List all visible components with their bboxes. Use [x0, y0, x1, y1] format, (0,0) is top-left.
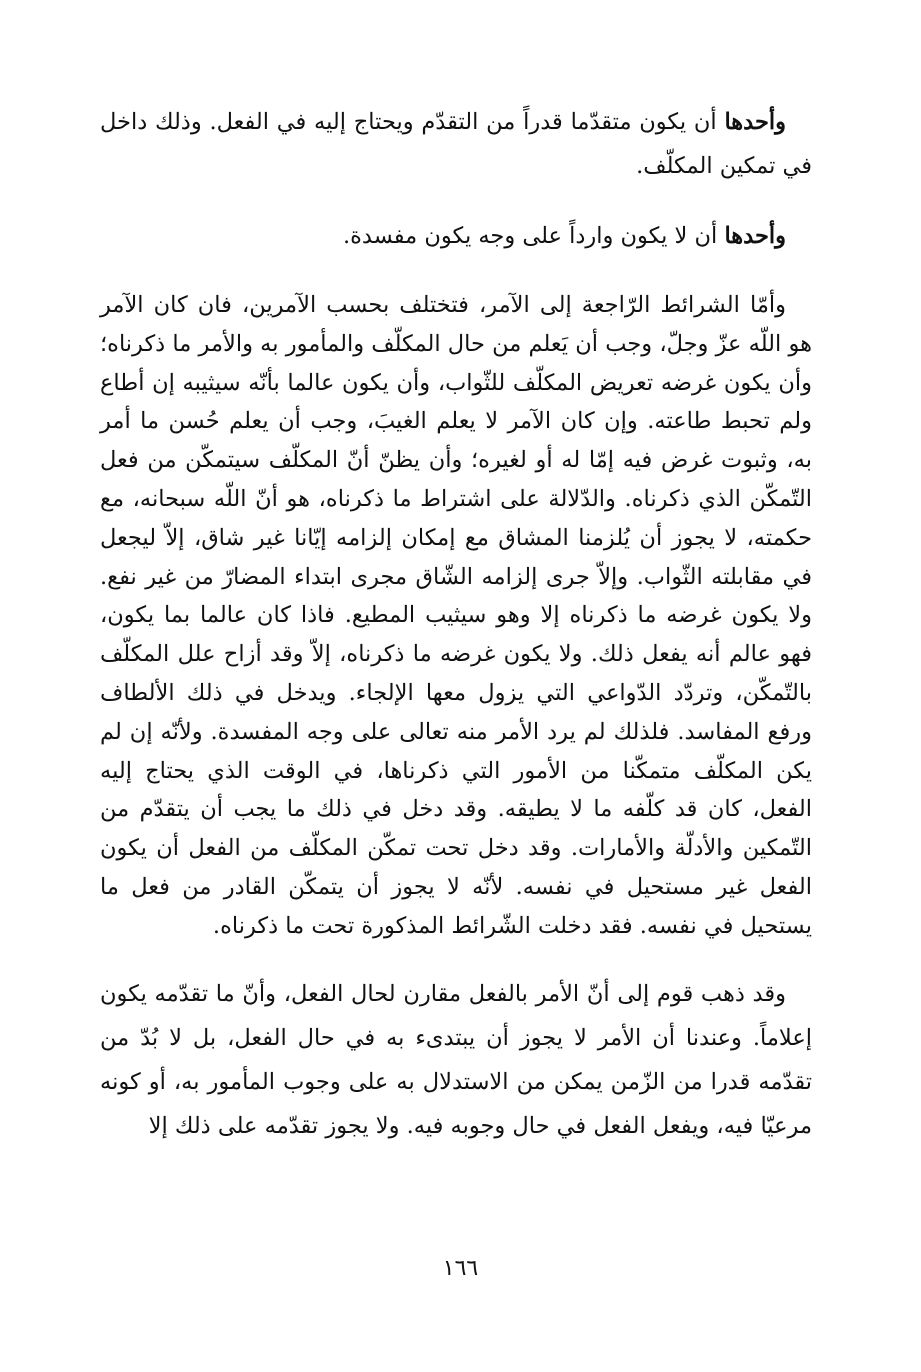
paragraph-commander-conditions [100, 286, 812, 946]
paragraph-text: وأمّا الشرائط الرّاجعة إلى الآمر، فتختلف بحسب الآمرين، فان كان الآمر هو اللّه عزّ وجلّ، وجب أن يَعلم من حال المكلّف والمأمور به والأمر ما ذكرناه؛ وأن يكون غرضه تعريض المكلّف للثّواب، وأن يكون عالما بأنّه سيثيبه إن أطاع ولم تحبط طاعته. وإن كان الآمر لا يعلم الغيبَ، وجب أن يعلم حُسن ما أمر به، وثبوت غرض فيه إمّا له أو لغيره؛ وأن يظنّ أنّ المكلّف سيتمكّن من فعل التّمكّن الذي ذكرناه. والدّلالة على اشتراط ما ذكرناه، هو أنّ اللّه سبحانه، مع حكمته، لا يجوز أن يُلزمنا المشاق مع إمكان إلزامه إيّانا غير شاق، إلاّ ليجعل في مقابلته الثّواب. وإلاّ جرى إلزامه الشّاق مجرى ابتداء المضارّ من غير نفع. ولا يكون غرضه ما ذكرناه إلا وهو سيثيب المطيع. فاذا كان عالما بما يكون، فهو عالم أنه يفعل ذلك. ولا يكون غرضه ما ذكرناه، إلاّ وقد أزاح علل المكلّف بالتّمكّن، وتردّد الدّواعي التي يزول معها الإلجاء. ويدخل في ذلك الألطاف ورفع المفاسد. فلذلك لم يرد الأمر منه تعالى على وجه المفسدة. ولأنّه إن لم يكن المكلّف متمكّنا من الأمور التي ذكرناها، في الوقت الذي يحتاج إليه الفعل، كان قد كلّفه ما لا يطيقه. وقد دخل في ذلك ما يجب أن يتقدّم من التّمكين والأدلّة والأمارات. وقد دخل تحت تمكّن المكلّف من الفعل أن يكون الفعل غير مستحيل في نفسه. لأنّه لا يجوز أن يتمكّن القادر من فعل ما يستحيل في نفسه. فقد دخلت الشّرائط المذكورة تحت ما ذكرناه. [100, 292, 812, 939]
paragraph-command-timing [100, 972, 812, 1148]
lead-word: وأحدها [724, 223, 786, 249]
paragraph-text: وقد ذهب قوم إلى أنّ الأمر بالفعل مقارن لحال الفعل، وأنّ ما تقدّمه يكون إعلاماً. وعندنا أن الأمر لا يجوز أن يبتدىء به في حال الفعل، بل لا بُدّ من تقدّمه قدرا من الزّمن يمكن من الاستدلال به على وجوب المأمور به، أو كونه مرعيّا فيه، ويفعل الفعل في حال وجوبه فيه. ولا يجوز تقدّمه على ذلك إلا [100, 980, 812, 1139]
paragraph-condition-2 [100, 214, 812, 258]
page-number: ١٦٦ [442, 1256, 479, 1281]
paragraph-text: أن لا يكون وارداً على وجه يكون مفسدة. [342, 223, 725, 249]
page-body [100, 100, 812, 1148]
paragraph-condition-1 [100, 100, 812, 188]
lead-word: وأحدها [724, 109, 786, 135]
paragraph-text: أن يكون متقدّما قدراً من التقدّم ويحتاج إليه في الفعل. وذلك داخل في تمكين المكلّف. [100, 109, 812, 179]
